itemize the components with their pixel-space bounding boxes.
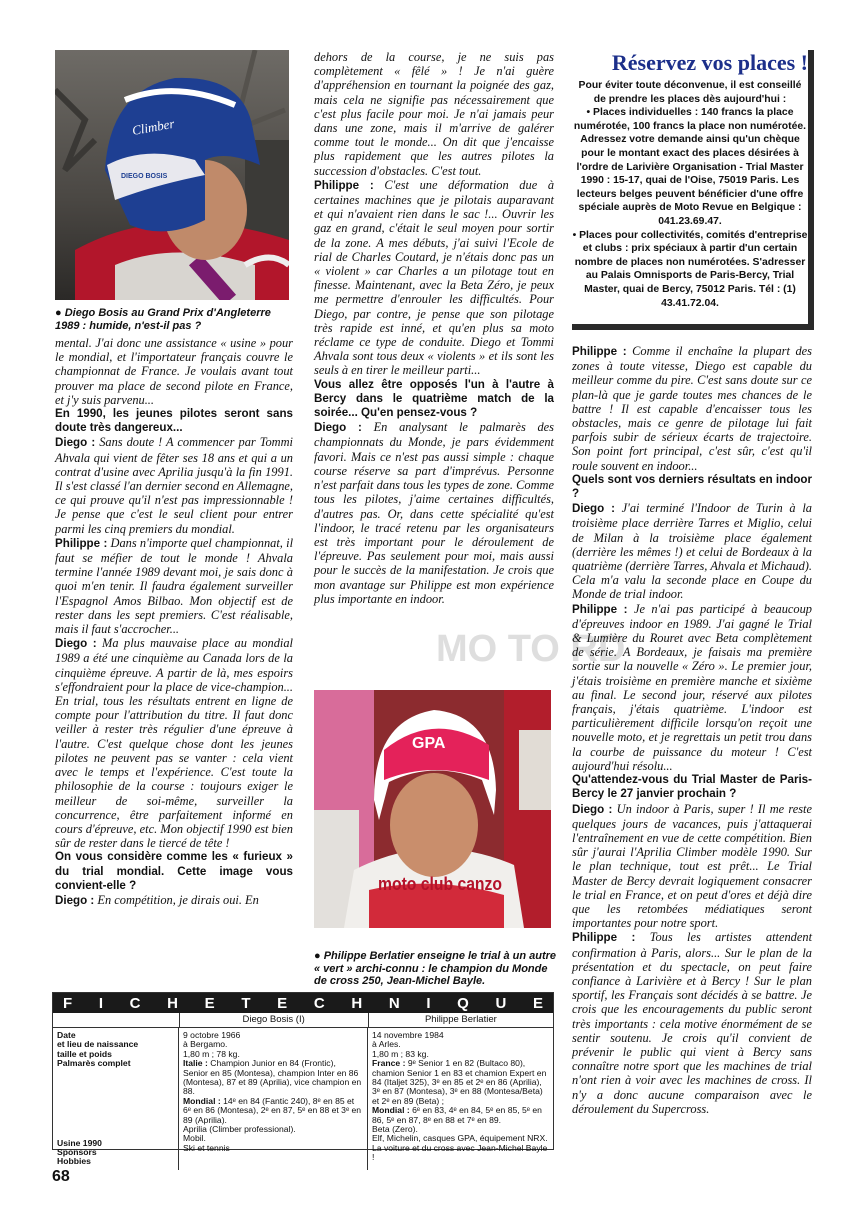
paragraph-text: Ma plus mauvaise place au mondial 1989 a été une cinquième au Canada lors de la cinquième épreuve. A partir de là, mes espoirs s'effondraient pour la place de vice-champion... En trial, tous les résultats entrent en ligne de compte pour l'attribution du titre. Il faut donc veiller à rester très régulier d'une épreuve à l'autre. C'est quelque chose dont les jeunes pilotes ne peuvent pas se vanter : cela vient avec le temps et l'expérience. C'est toute la philosophie de la course : toujours exiger le meilleur de soi-même, surveiller la concurrence, être parfaitement informé en cours d'épreuve, etc. Mon objectif 1990 est bien sûr de rester dans le tiercé de tête ! <box>55 636 293 851</box>
page-number: 68 <box>52 1168 70 1185</box>
photo-diego-bosis-image <box>55 50 289 300</box>
philippe-palmares-france <box>372 1059 549 1106</box>
diego-usine: Aprilia (Climber professional). <box>183 1124 296 1135</box>
interview-paragraph <box>55 893 293 908</box>
interview-paragraph <box>55 536 293 636</box>
photo1-caption <box>55 307 291 332</box>
diego-mondial-label: Mondial : <box>183 1095 221 1106</box>
philippe-mondial-label: Mondial : <box>372 1105 410 1116</box>
speaker-name: Diego : <box>572 802 613 816</box>
philippe-usine: Beta (Zero). <box>372 1124 418 1135</box>
label-hobbies: Hobbies <box>57 1156 91 1167</box>
fiche-header-philippe: Philippe Berlatier <box>424 1014 497 1025</box>
speaker-name: Diego : <box>55 637 97 651</box>
philippe-palmares-mondial <box>372 1106 549 1125</box>
interview-paragraph <box>55 336 293 407</box>
helmet-logo-text: Climber <box>130 115 176 138</box>
speaker-name: Diego : <box>572 502 615 516</box>
visor-name-text: DIEGO BOSIS <box>121 173 168 180</box>
fiche-header-letter: I <box>426 994 431 1012</box>
fiche-diego-values <box>179 1028 368 1170</box>
paragraph-text: Je n'ai pas participé à beaucoup d'épreuves indoor en 1989. J'ai gagné le Trial & Lumière du Rouret avec Beta complètement de série. A Bordeaux, je faisais ma première sortie sur la nouvelle « Zéro ». Le premier jour, j'étais troisième en première manche et sixième au final. Le second jour, réservé aux pilotes français, j'étais quatrième. L'indoor est particulièrement difficile lorsqu'on reçoit une nouvelle moto, et je regrettais un petit trou dans la courbe de puissance du moteur ! C'est aujourd'hui résolu... <box>572 601 813 773</box>
fiche-header-letter: T <box>241 994 251 1012</box>
paragraph-text: En analysant le palmarès des championnats du Monde, je pars évidemment favori. Mais ce n'est pas aussi simple : chaque course réserve sa part d'imprévus. Personne n'est parfait dans tous les types de zone. Comme tous les pilotes, j'aime certaines difficultés, d'autres pas. Or, dans cette spécialité qu'est l'indoor, le tracé retenu par les organisateurs est très important pour le déroulement de l'épreuve. Pas seulement pour moi, mais aussi pour le succès de la manifestation. Je crois que mon avantage sur Philippe est mon expérience plus importante en indoor. <box>314 420 554 606</box>
paragraph-text: Tous les artistes attendent confirmation à Paris, alors... Sur le plan de la présentation et du spectacle, on peut faire confiance à Larivière et à Bercy ! Sur le plan sportif, les Français sont décidés à se battre. Je crois que les encouragements du public seront très importants : cela motive énormément de se sentir soutenu. Je crois qu'il convient de prévenir le public qui vient à Bercy sans connaître notre sport que les machines de trial n'ont rien à voir avec les machines de cross. Il n'y a donc aucune comparaison avec le déroulement du Supercross. <box>572 930 813 1116</box>
fiche-header-letter: H <box>351 994 363 1012</box>
fiche-header-diego: Diego Bosis (I) <box>180 1013 369 1027</box>
fiche-header-letter: H <box>167 994 178 1012</box>
fiche-header-letter: C <box>313 994 325 1012</box>
diego-palmares-mondial <box>183 1097 363 1125</box>
label-usine: Usine 1990 <box>57 1137 102 1148</box>
interview-paragraph <box>572 344 812 473</box>
photo2-caption-text: Philippe Berlatier enseigne le trial à un autre « vert » archi-connu : le champion du Monde de cross 250, Jean-Michel Bayle. <box>314 950 557 987</box>
caption-bullet: ● <box>55 307 62 319</box>
watermark-text: MO TO RD <box>436 628 626 670</box>
interview-question <box>572 473 812 501</box>
interview-question <box>314 378 554 421</box>
fiche-column-headers <box>53 1013 553 1028</box>
photo1-caption-text: Diego Bosis au Grand Prix d'Angleterre 1989 : humide, n'est-il pas ? <box>55 307 271 332</box>
diego-palmares-italie <box>183 1059 363 1097</box>
interview-paragraph <box>314 178 554 378</box>
fiche-header-letter: Q <box>457 994 469 1012</box>
fiche-philippe-values <box>368 1028 553 1170</box>
diego-mondial: 14ᵉ en 84 (Fantic 240), 8ᵉ en 85 et 6ᵉ en 86 (Montesa), 2ᵉ en 87, 5ᵉ en 88 et 3ᵉ en 89 (Aprilia). <box>183 1095 362 1125</box>
label-palmares: Palmarès complet <box>57 1058 131 1069</box>
reservation-title: Réservez vos places ! <box>611 50 808 75</box>
philippe-taille: 1,80 m ; 83 kg. <box>372 1048 429 1059</box>
philippe-hobbies: La voiture et du cross avec Jean-Michel Bayle ! <box>372 1142 548 1163</box>
paragraph-text: dehors de la course, je ne suis pas complètement « fêlé » ! Je n'ai guère d'appréhension en tournant la poignée des gaz, mais cela ne signifie pas nécessairement que c'est plus facile pour moi. Je n'ai jamais peur dans une zone, mais il m'arrive de galérer comme tout le monde... On dit que j'encaisse plus rapidement que les autres pilotes la succession d'obstacles. C'est tout. <box>314 50 554 178</box>
philippe-france-label: France : <box>372 1058 406 1069</box>
paragraph-text: C'est une déformation due à certaines machines que je pilotais auparavant et qui n'avaient rien dans le sac !... Ouvrir les gaz en grand, c'était le seul moyen pour sortir de la zone. A mes débuts, j'ai suivi l'Ecole de rial de Charles Coutard, je n'étais donc pas un « violent » car Charles a un pilotage tout en finesse. Maintenant, avec la Beta Zéro, je peux me permettre d'enrouler les difficultés. Pour Diego, par contre, je pense que son pilotage très rapide est inné, et qu'en plus sa moto réclame ce type de conduite. Diego et Tommi Ahvala sont tous deux « violents » et ils sont les seuls à en tirer le meilleur parti... <box>314 177 555 378</box>
fiche-empty-header <box>53 1013 180 1027</box>
speaker-name: Philippe : <box>55 536 108 550</box>
reservation-box <box>572 50 814 330</box>
fiche-header-letter: C <box>129 994 141 1012</box>
label-sponsors: Sponsors <box>57 1147 97 1158</box>
jersey-text: moto club canzo <box>378 874 502 894</box>
philippe-sponsors: Elf, Michelin, casques GPA, équipement NRX. <box>372 1133 548 1144</box>
photo2-caption <box>314 950 556 988</box>
paragraph-text: En compétition, je dirais oui. En <box>94 892 259 907</box>
diego-date: 9 octobre 1966 <box>183 1030 241 1040</box>
speaker-name: Philippe : <box>572 931 636 945</box>
interview-paragraph <box>314 420 554 606</box>
article-column-1 <box>55 336 293 908</box>
diego-italie: Champion Junior en 84 (Frontic), Senior en 85 (Montesa), champion Inter en 86 (Montesa), 87 et 89 (Aprilia), vice champion en 88. <box>183 1058 362 1097</box>
reservation-body <box>572 79 808 310</box>
interview-paragraph <box>572 930 812 1116</box>
interview-question <box>572 773 812 801</box>
fiche-technique-table <box>52 992 554 1167</box>
paragraph-text: Comme il enchaîne la plupart des zones à toute vitesse, Diego est capable du meilleur comme du pire. C'est sans doute sur ce plan-là que je garde toutes mes chances de le battre ! Il est capable d'encaisser tous les obstacles, mais ce genre de pilotage lui fait parfois subir de sérieux écarts de trajectoire. Son point fort principal, c'est sûr, c'est qu'il roule souvent en indoor... <box>572 344 812 473</box>
fiche-header-letter: U <box>495 994 507 1012</box>
interview-paragraph <box>572 501 812 601</box>
diego-taille: 1,80 m ; 78 kg. <box>183 1048 240 1059</box>
diego-hobbies: Ski et tennis <box>183 1142 230 1153</box>
interview-paragraph <box>55 435 293 535</box>
question-text: Qu'attendez-vous du Trial Master de Paris-Bercy le 27 janvier prochain ? <box>572 773 812 801</box>
interview-paragraph <box>55 636 293 850</box>
reservation-item-individual: • Places individuelles : 140 francs la place numérotée, 100 francs la place non numérotée. Adressez votre demande ainsi qu'un chèque pour le montant exact des places désirées à l'ordre de Larivière Organisation - Trial Master 1990 : 15-17, quai de l'Oise, 75019 Paris. Les lecteurs belges peuvent bénéficier d'une offre spéciale auprès de Moto Revue en Belgique : 041.23.69.47. <box>573 107 807 227</box>
philippe-date: 14 novembre 1984 <box>372 1030 444 1040</box>
speaker-name: Philippe : <box>572 602 628 616</box>
label-spacer <box>57 1069 174 1139</box>
article-column-2 <box>314 50 554 606</box>
interview-paragraph <box>314 50 554 178</box>
interview-paragraph <box>572 602 812 773</box>
diego-lieu: à Bergamo. <box>183 1039 228 1050</box>
question-text: Vous allez être opposés l'un à l'autre à Bercy dans le quatrième match de la soirée... Qu'en pensez-vous ? <box>314 377 554 420</box>
paragraph-text: J'ai terminé l'Indoor de Turin à la troisième place derrière Tarres et Miglio, celui de Milan à la troisième place également (derrière les mêmes !) et celui de Bordeaux à la quatrième (derrière Tarres, Ahvala et Michaud). Cela m'a valu la seconde place en Coupe du Monde de trial indoor. <box>572 501 812 602</box>
speaker-name: Philippe : <box>314 178 374 192</box>
fiche-header-letter: F <box>63 994 73 1012</box>
fiche-body <box>53 1028 553 1170</box>
photo-philippe-berlatier <box>314 690 551 928</box>
fiche-technique-header <box>53 993 553 1013</box>
fiche-header-letter: I <box>98 994 103 1012</box>
fiche-header-letter: E <box>532 994 543 1012</box>
photo-philippe-berlatier-image <box>314 690 551 928</box>
paragraph-text: mental. J'ai donc une assistance « usine » pour le mondial, et l'importateur français couvre le championnat de France. Je voulais avant tout prouver ma place de second pilote en France, et j'y suis parvenu... <box>55 336 293 407</box>
philippe-mondial: 6ᵉ en 83, 4ᵉ en 84, 5ᵉ en 85, 5ᵉ en 86, 5ᵉ en 87, 8ᵉ en 88 et 7ᵉ en 89. <box>372 1105 542 1125</box>
paragraph-text: Un indoor à Paris, super ! Il me reste quelques jours de vacances, puis j'attaquerai l'entraînement en vue de cette compétition. Bien sûr j'aurai l'Aprilia Climber modèle 1990. Sur le plan technique, tout est prêt... Le Trial Master de Bercy devrait logiquement consacrer le trial en France, et on peut d'ores et déjà dire que les retombées médiatiques seront importantes pour notre sport. <box>572 801 812 931</box>
fiche-header-letter: N <box>388 994 400 1012</box>
article-column-3 <box>572 344 812 1116</box>
caption-bullet: ● <box>314 950 321 962</box>
interview-question <box>55 850 293 893</box>
speaker-name: Diego : <box>55 893 95 907</box>
question-text: Quels sont vos derniers résultats en indoor ? <box>572 472 812 501</box>
interview-paragraph <box>572 802 812 931</box>
fiche-header-letter: E <box>204 994 215 1012</box>
paragraph-text: Dans n'importe quel championnat, il faut se méfier de tout le monde ! Ahvala termine l'année 1989 devant moi, je sais donc à quoi m'en tenir. Il faudra également surveiller l'Espagnol Amos Bilbao. Mon objectif est de rester dans les sept premiers. C'est réalisable, mais il faut s'accrocher... <box>55 535 294 637</box>
photo-diego-bosis <box>55 50 289 300</box>
question-text: On vous considère comme les « furieux » du trial mondial. Cette image vous convient-elle ? <box>55 850 293 892</box>
diego-sponsors: Mobil. <box>183 1133 206 1144</box>
label-lieu: et lieu de naissance <box>57 1039 139 1050</box>
fiche-header-letter: E <box>277 994 288 1012</box>
reservation-intro: Pour éviter toute déconvenue, il est conseillé de prendre les places dès aujourd'hui : <box>578 80 802 105</box>
reservation-item-groups: • Places pour collectivités, comités d'entreprise et clubs : prix spéciaux à partir d'un certain nombre de places non numérotées. S'adresser au Palais Omnisports de Paris-Bercy, Trial Master, quai de Bercy, 75012 Paris. Tél : (1) 43.41.72.04. <box>572 229 808 309</box>
diego-italie-label: Italie : <box>183 1058 208 1069</box>
interview-question <box>55 407 293 435</box>
helmet-brand-text: GPA <box>412 735 446 752</box>
label-date: Date <box>57 1030 76 1040</box>
speaker-name: Diego : <box>55 436 96 450</box>
philippe-lieu: à Arles. <box>372 1039 401 1050</box>
label-taille: taille et poids <box>57 1048 112 1059</box>
fiche-labels <box>53 1028 179 1170</box>
speaker-name: Diego : <box>314 421 362 435</box>
paragraph-text: Sans doute ! A commencer par Tommi Ahvala qui vient de fêter ses 18 ans et qui a un contrat d'usine avec Aprilia jusqu'à la fin 1991. Il s'est classé l'an dernier second en Allemagne, ce qui prouve qu'il n'est pas impressionnable ! Je pense que c'est le seul client pour entrer parmi les cinq premiers du mondial. <box>55 435 293 536</box>
philippe-france: 9ᵉ Senior 1 en 82 (Bultaco 80), chamion Senior 1 en 83 et chamion Expert en 84 (Italjet 325), 3ᵉ en 85 et 2ᵉ en 86 (Aprilia), 3ᵉ en 87 (Montesa), 3ᵉ en 88 (Montesa/Beta) et 2ᵉ en 89 (Beta) ; <box>372 1058 547 1106</box>
speaker-name: Philippe : <box>572 345 627 358</box>
question-text: En 1990, les jeunes pilotes seront sans doute très dangereux... <box>55 407 293 435</box>
